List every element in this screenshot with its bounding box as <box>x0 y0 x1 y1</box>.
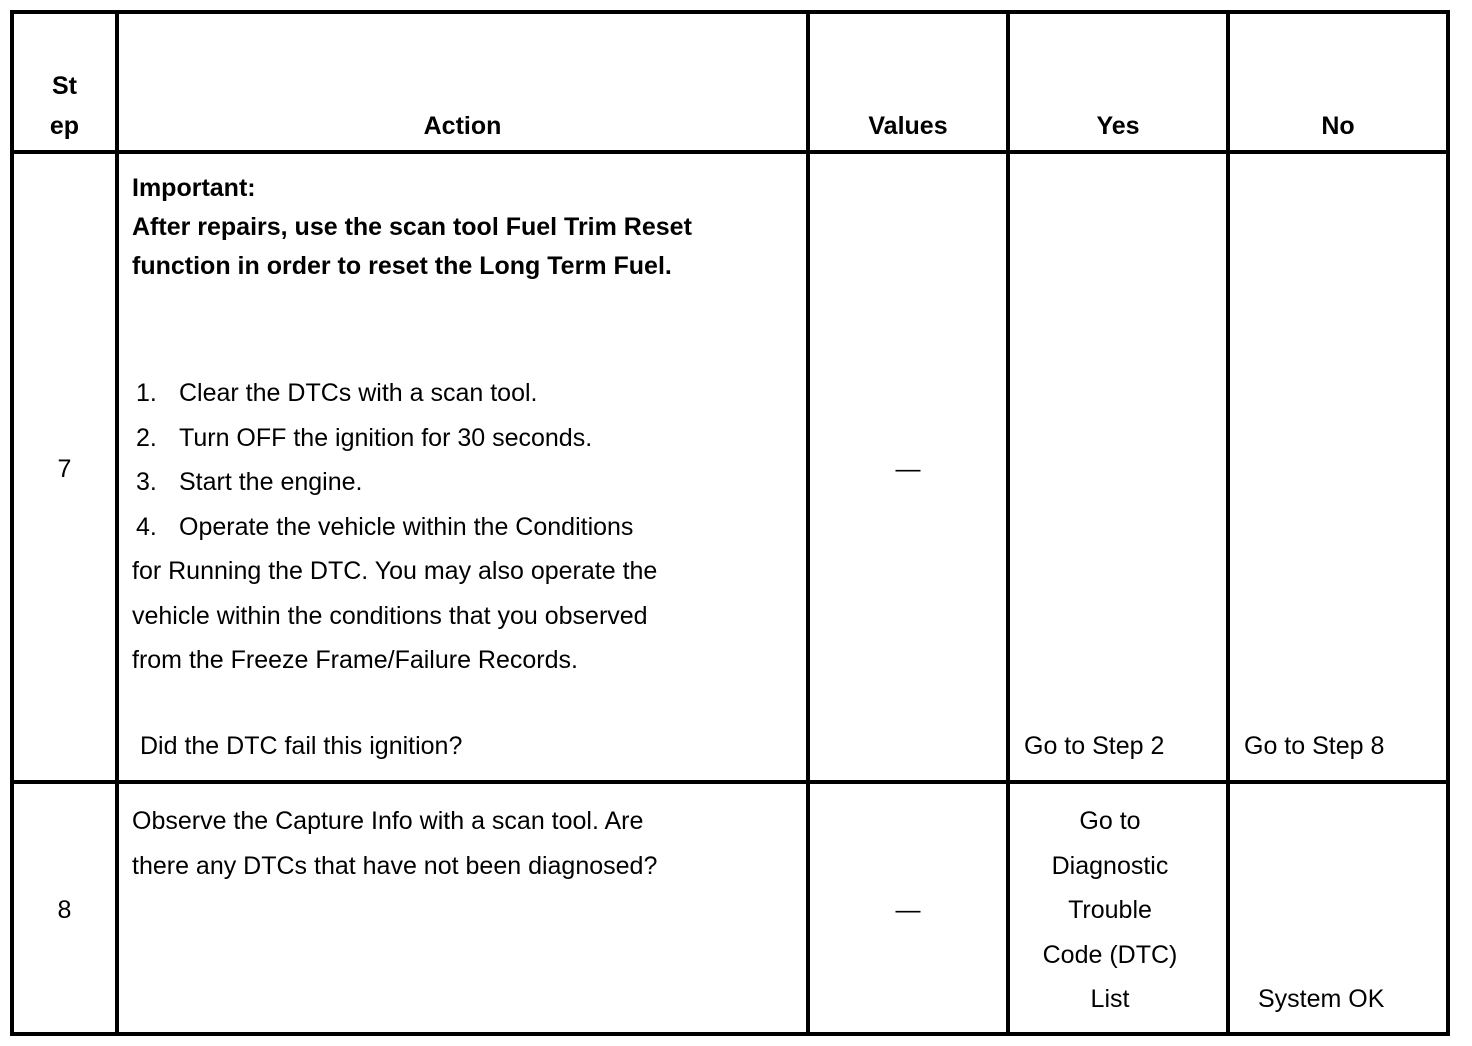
yes-link[interactable]: List <box>1090 985 1130 1013</box>
action-text: there any DTCs that have not been diagnosed? <box>132 852 658 880</box>
list-item-number: 2. <box>136 424 157 452</box>
row-divider <box>14 150 1446 154</box>
header-action: Action <box>423 112 502 140</box>
step-number: 7 <box>57 455 72 483</box>
yes-link[interactable]: Go to Step 2 <box>1024 732 1165 760</box>
important-note: After repairs, use the scan tool Fuel Trim Reset <box>132 213 692 241</box>
list-item-text: Turn OFF the ignition for 30 seconds. <box>179 424 593 452</box>
header-step-line2: ep <box>49 112 80 140</box>
no-link[interactable]: Go to Step 8 <box>1244 732 1385 760</box>
list-continuation: for Running the DTC. You may also operate the <box>132 557 658 585</box>
list-item-text: Clear the DTCs with a scan tool. <box>179 379 538 407</box>
yes-link[interactable]: Code (DTC) <box>1042 941 1178 969</box>
step-number: 8 <box>57 896 72 924</box>
list-continuation: from the Freeze Frame/Failure Records. <box>132 646 578 674</box>
list-item-text: Start the engine. <box>179 468 363 496</box>
column-divider <box>806 14 810 1032</box>
column-divider <box>1226 14 1230 1032</box>
list-continuation: vehicle within the conditions that you observed <box>132 602 648 630</box>
list-item-number: 4. <box>136 513 157 541</box>
action-text: Observe the Capture Info with a scan tool. Are <box>132 807 644 835</box>
no-result: System OK <box>1258 985 1385 1013</box>
value-dash: — <box>895 896 921 924</box>
row-divider <box>14 780 1446 784</box>
diagnostic-table <box>10 10 1450 1036</box>
question-text: Did the DTC fail this ignition? <box>140 732 463 760</box>
value-dash: — <box>895 455 921 483</box>
header-yes: Yes <box>1096 112 1140 140</box>
column-divider <box>115 14 119 1032</box>
list-item-text: Operate the vehicle within the Conditions <box>179 513 634 541</box>
important-label: Important: <box>132 174 256 202</box>
yes-link[interactable]: Trouble <box>1068 896 1152 924</box>
yes-link[interactable]: Diagnostic <box>1051 852 1169 880</box>
list-item-number: 3. <box>136 468 157 496</box>
header-step-line1: St <box>52 72 77 100</box>
important-note: function in order to reset the Long Term Fuel. <box>132 252 672 280</box>
header-values: Values <box>868 112 948 140</box>
yes-link[interactable]: Go to <box>1079 807 1141 835</box>
header-no: No <box>1321 112 1355 140</box>
list-item-number: 1. <box>136 379 157 407</box>
